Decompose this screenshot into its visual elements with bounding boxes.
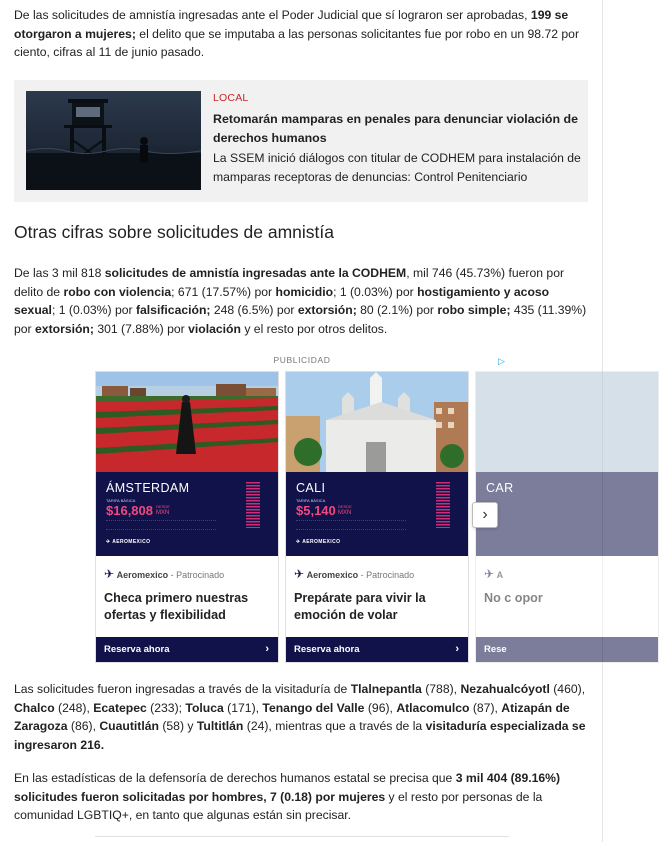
- text-run: y el resto por otros delitos.: [240, 321, 388, 336]
- bold-text: 3 mil 404 (89.16%) solicitudes fueron solicitadas por hombres, 7 (0.18) por mujeres: [14, 771, 561, 804]
- aeromexico-icon: ✈: [104, 567, 115, 581]
- ad-price-from: DESDE: [156, 504, 170, 509]
- text-run: 80 (2.1%) por: [356, 303, 438, 317]
- ad-promo-banner[interactable]: [96, 472, 278, 556]
- bold-text: Cuautitlán: [99, 719, 159, 733]
- ad-promo-banner[interactable]: [476, 472, 658, 556]
- bold-text: Tultitlán: [196, 719, 244, 733]
- ad-currency: MXN: [338, 510, 352, 516]
- reserve-now-button[interactable]: [96, 637, 278, 662]
- text-run: ; 1 (0.03%) por: [51, 303, 136, 317]
- bold-text: extorsión;: [297, 303, 357, 317]
- bold-text: homicidio: [275, 284, 334, 299]
- chevron-right-icon: ›: [455, 643, 459, 655]
- ad-brand-name: AEROMEXICO: [302, 539, 341, 545]
- text-run: (87),: [469, 700, 502, 715]
- ad-decorative-stripes: [246, 482, 260, 528]
- bold-text: Atizapán de Zaragoza: [14, 700, 570, 733]
- bold-text: Atlacomulco: [396, 700, 470, 715]
- reserve-now-label: Reserva ahora: [104, 644, 170, 655]
- carousel-next-button[interactable]: [472, 502, 498, 528]
- text-run: (171),: [223, 700, 263, 715]
- ad-sponsored-label: - Patrocinado: [358, 570, 415, 580]
- bold-text: visitaduría especializada se ingresaron 216.: [14, 719, 586, 752]
- aeromexico-logo: ✈ AEROMEXICO: [296, 539, 341, 545]
- bold-text: Tlalnepantla: [350, 682, 422, 696]
- bold-text: 199 se otorgaron a mujeres;: [14, 8, 569, 41]
- ad-sponsor-name: Aeromexico: [116, 570, 169, 580]
- reserve-now-label: Reserva ahora: [294, 644, 360, 655]
- bold-text: Toluca: [185, 700, 224, 715]
- text-run: (788),: [421, 682, 461, 696]
- ad-card-partial[interactable]: [475, 371, 659, 663]
- text-run: (233);: [146, 700, 186, 715]
- article-paragraph-3: [14, 680, 592, 754]
- ad-card-cali[interactable]: [285, 371, 469, 663]
- ad-sponsored-label: - Patrocinado: [168, 570, 225, 580]
- ad-sponsor-line[interactable]: [104, 567, 224, 581]
- text-run: 435 (11.39%) por: [14, 303, 587, 336]
- ad-price-from: DESDE: [338, 504, 352, 509]
- ad-price: $16,808: [106, 503, 153, 518]
- text-run: Las solicitudes fueron ingresadas a través de la visitaduría de: [14, 682, 351, 696]
- related-article-description: La SSEM inició diálogos con titular de CODHEM para instalación de mamparas receptoras de denuncias: Control Penitenciario: [213, 151, 581, 184]
- text-run: (58) y: [158, 719, 197, 733]
- bold-text: violación: [188, 321, 241, 336]
- bold-text: Ecatepec: [93, 700, 147, 715]
- reserve-now-button[interactable]: [476, 637, 658, 662]
- adchoices-icon[interactable]: ▷: [498, 356, 505, 366]
- ad-headline[interactable]: Prepárate para vivir la emoción de volar: [294, 591, 426, 622]
- bold-text: extorsión;: [35, 321, 94, 336]
- aeromexico-icon: ✈: [294, 567, 305, 581]
- text-run: ; 1 (0.03%) por: [333, 284, 418, 299]
- bold-text: solicitudes de amnistía ingresadas ante la CODHEM: [104, 266, 407, 280]
- article-paragraph-2: [14, 264, 592, 338]
- bold-text: Chalco: [14, 700, 55, 715]
- ad-fine-print: [106, 520, 216, 530]
- text-run: De las solicitudes de amnistía ingresadas ante el Poder Judicial que sí lograron ser aprobadas,: [14, 8, 531, 22]
- ad-decorative-stripes: [436, 482, 450, 528]
- ad-fine-print: [296, 520, 406, 530]
- text-run: el delito que se imputaba a las personas solicitantes fue por robo en un 98.72 por ciento, cifras al 11 de junio pasado.: [14, 26, 580, 59]
- ad-fare-type: TARIFA BÁSICA: [296, 498, 326, 503]
- section-subheading: Otras cifras sobre solicitudes de amnistía: [14, 222, 334, 242]
- ad-destination: ÁMSTERDAM: [106, 481, 190, 495]
- text-run: (248),: [54, 700, 94, 715]
- text-run: 248 (6.5%) por: [210, 303, 298, 317]
- bold-text: Tenango del Valle: [262, 700, 365, 715]
- chevron-right-icon: ›: [265, 643, 269, 655]
- ad-headline[interactable]: Checa primero nuestras ofertas y flexibilidad: [104, 591, 249, 622]
- sponsored-ad-carousel[interactable]: [95, 354, 543, 664]
- ad-price: $5,140: [296, 503, 336, 518]
- text-run: ; 671 (17.57%) por: [171, 284, 276, 299]
- text-run: y el resto por personas de la comunidad LGBTIQ+, en tanto que algunas están sin precisar.: [14, 789, 543, 822]
- ad-sponsor-name: A: [496, 570, 504, 580]
- related-article-thumbnail[interactable]: [26, 91, 201, 190]
- ad-currency: MXN: [156, 510, 170, 516]
- chevron-right-icon: ›: [482, 506, 488, 523]
- ad-label: PUBLICIDAD: [273, 355, 331, 365]
- related-article-card[interactable]: [14, 80, 588, 202]
- bold-text: Nezahualcóyotl: [460, 682, 550, 696]
- ad-sponsor-line[interactable]: [484, 567, 503, 581]
- bold-text: robo con violencia: [63, 284, 172, 299]
- related-article-section[interactable]: LOCAL: [213, 92, 249, 104]
- text-run: (24), mientras que a través de la: [243, 719, 426, 733]
- ad-fare-type: TARIFA BÁSICA: [106, 498, 136, 503]
- bold-text: falsificación;: [135, 303, 211, 317]
- text-run: (96),: [364, 700, 397, 715]
- bold-text: hostigamiento y acoso sexual: [14, 284, 550, 317]
- text-run: En las estadísticas de la defensoría de derechos humanos estatal se precisa que: [14, 771, 456, 785]
- ad-headline[interactable]: No c opor: [484, 591, 543, 605]
- ad-destination: CAR: [486, 481, 514, 495]
- reserve-now-label: Rese: [484, 644, 507, 655]
- ad-brand-name: AEROMEXICO: [112, 539, 151, 545]
- ad-card-amsterdam[interactable]: [95, 371, 279, 663]
- text-run: De las 3 mil 818: [14, 266, 105, 280]
- text-run: , mil 746 (45.73%) fueron por delito de: [14, 266, 565, 299]
- related-article-title[interactable]: Retomarán mamparas en penales para denunciar violación de derechos humanos: [213, 112, 578, 145]
- article-paragraph-4: [14, 769, 592, 825]
- text-run: (460),: [549, 682, 586, 696]
- ad-sponsor-name: Aeromexico: [306, 570, 359, 580]
- text-run: 301 (7.88%) por: [93, 321, 189, 336]
- text-run: (86),: [67, 719, 100, 733]
- aeromexico-logo: ✈ AEROMEXICO: [106, 539, 151, 545]
- divider: [95, 836, 509, 837]
- aeromexico-icon: ✈: [484, 567, 495, 581]
- bold-text: robo simple;: [437, 303, 511, 317]
- reserve-now-button[interactable]: [286, 637, 468, 662]
- ad-sponsor-line[interactable]: [294, 567, 414, 581]
- ad-destination: CALI: [296, 481, 326, 495]
- ad-promo-banner[interactable]: [286, 472, 468, 556]
- article-paragraph-1: [14, 6, 592, 62]
